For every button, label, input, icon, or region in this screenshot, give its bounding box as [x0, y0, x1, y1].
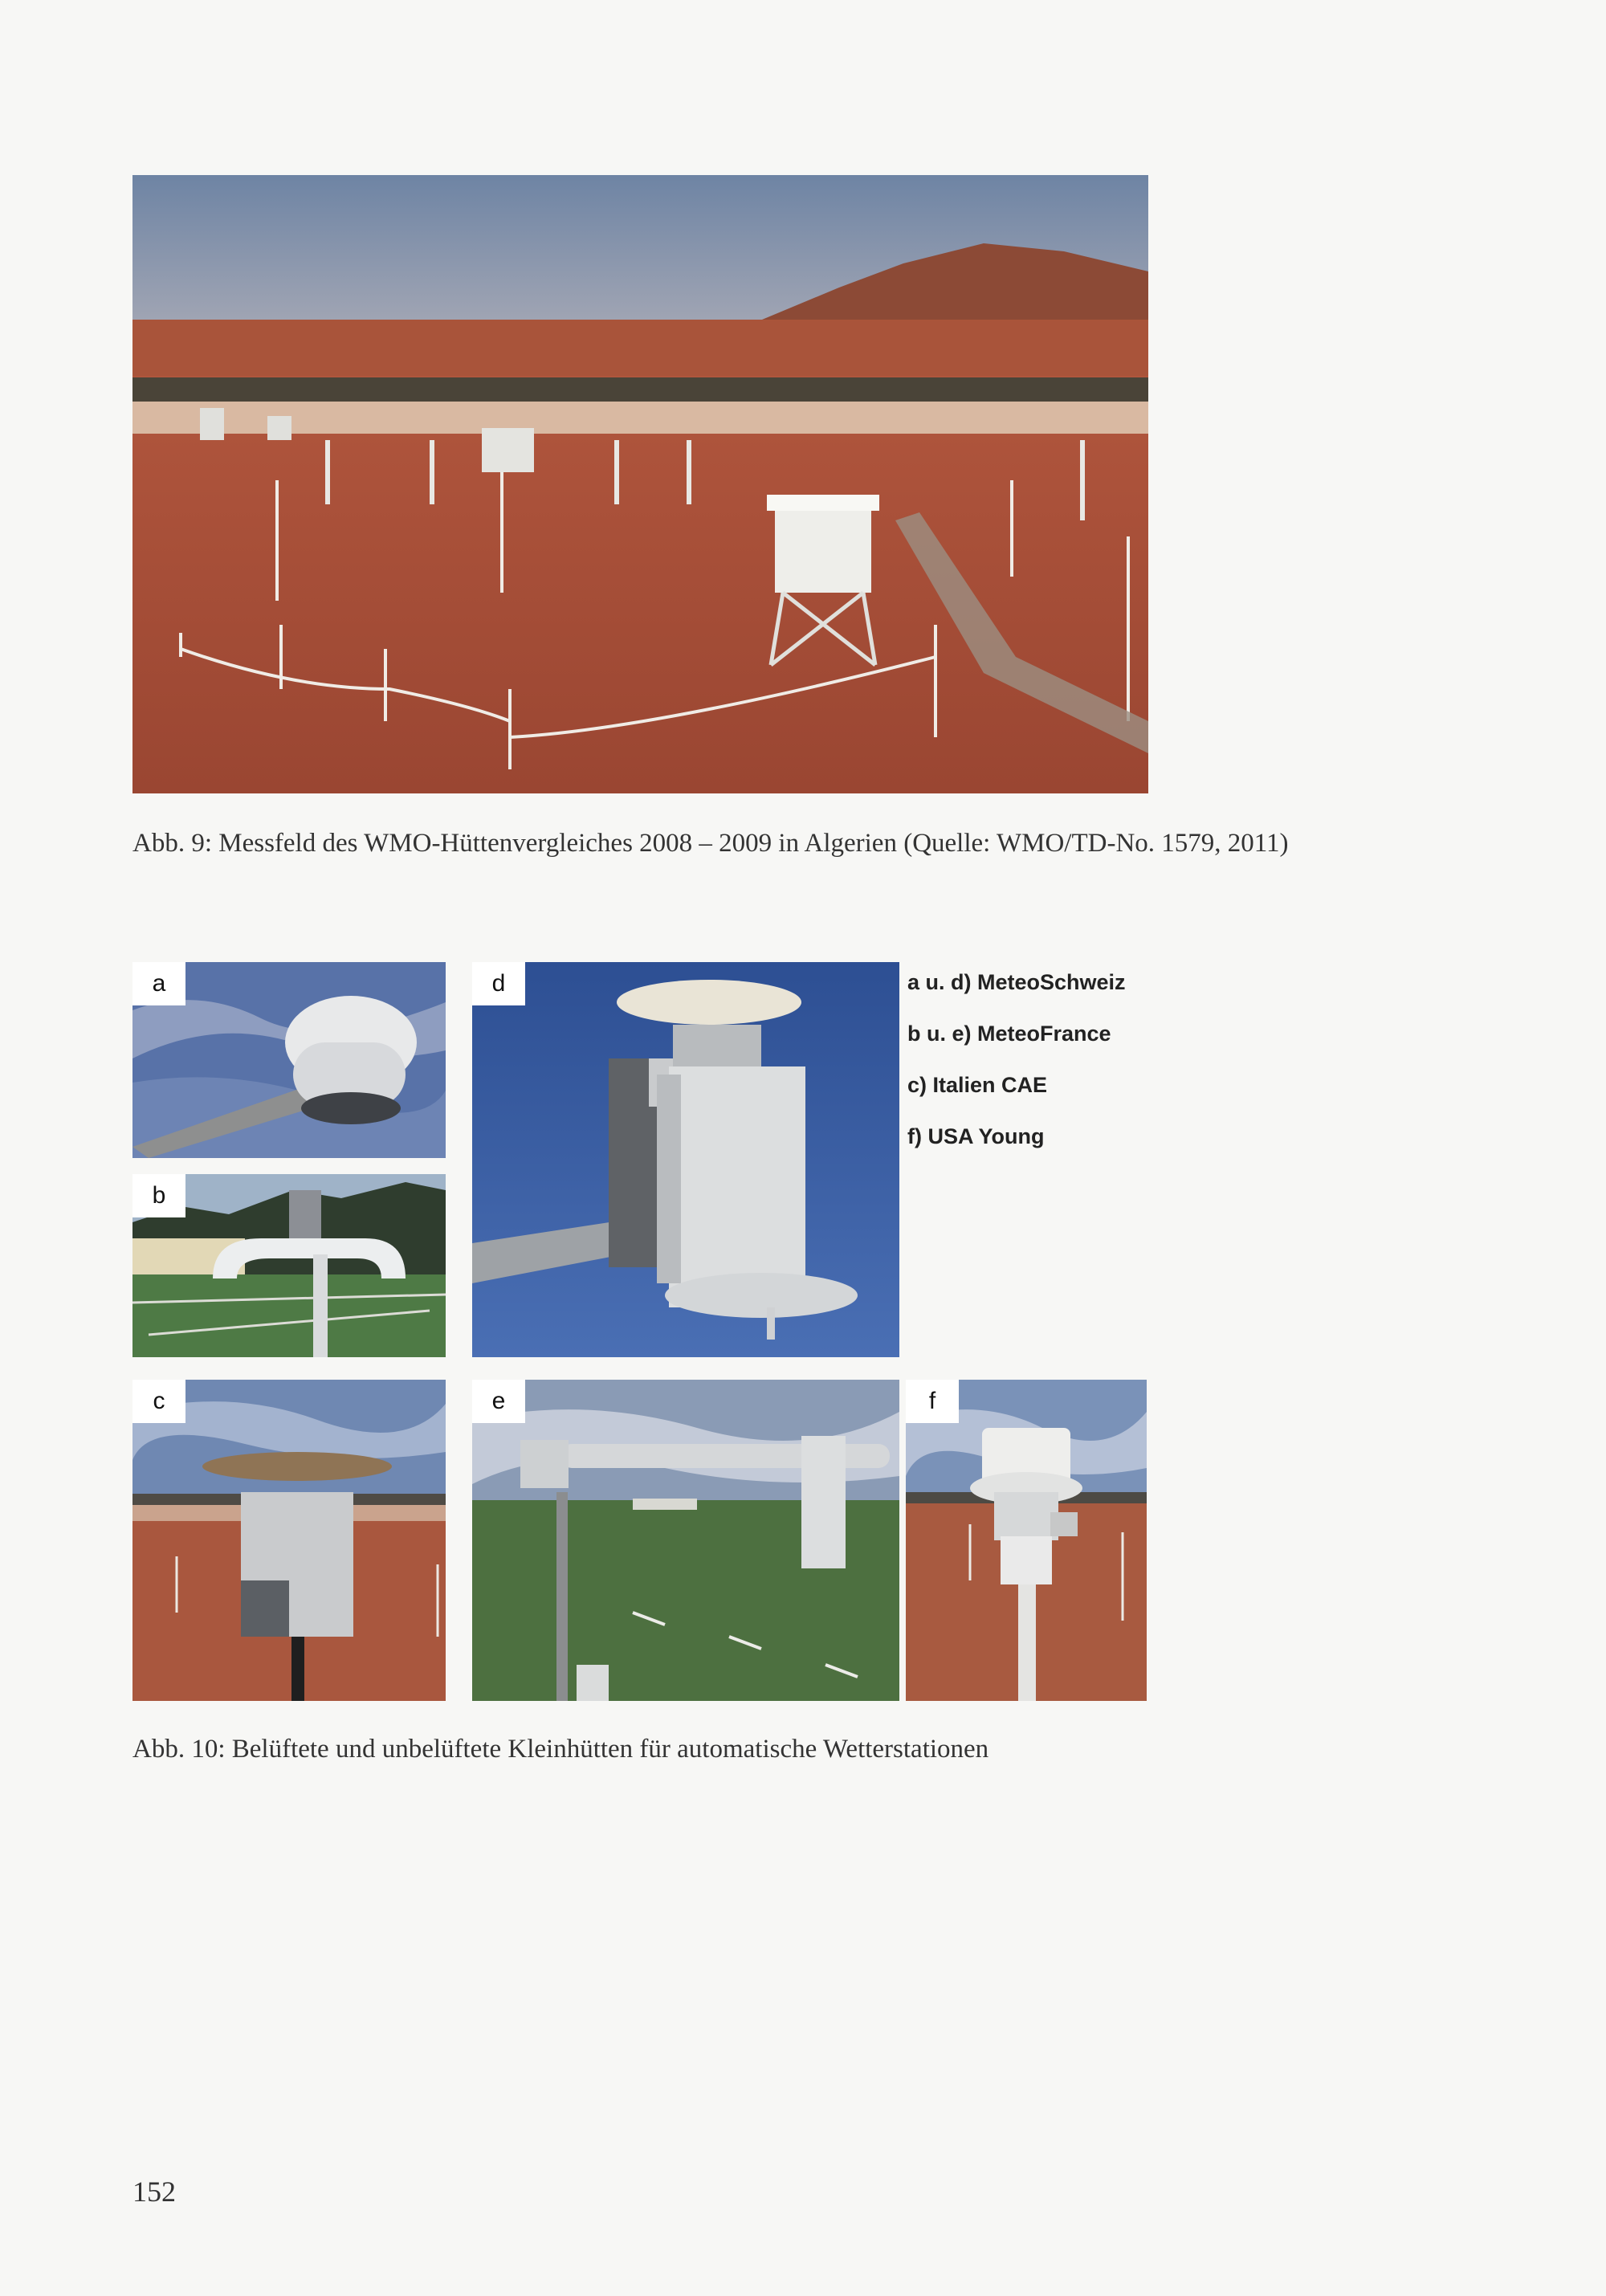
photo-panel-f	[906, 1380, 1147, 1701]
photo-panel-e	[472, 1380, 899, 1701]
legend-item: f) USA Young	[907, 1124, 1045, 1148]
figure10-legend	[907, 970, 1148, 1163]
photo-panel-a	[132, 962, 446, 1158]
photo-panel-c	[132, 1380, 446, 1701]
figure9-photo	[132, 175, 1148, 793]
panel-label-e: e	[472, 1380, 525, 1423]
legend-item: a u. d) MeteoSchweiz	[907, 970, 1126, 994]
panel-label-f: f	[906, 1380, 959, 1423]
page-number: 152	[132, 2176, 176, 2208]
legend-item: b u. e) MeteoFrance	[907, 1022, 1111, 1046]
photo-panel-d	[472, 962, 899, 1357]
legend-item: c) Italien CAE	[907, 1073, 1048, 1097]
panel-label-d: d	[472, 962, 525, 1005]
panel-label-b: b	[132, 1174, 185, 1217]
photo-panel-b	[132, 1174, 446, 1357]
figure9-caption: Abb. 9: Messfeld des WMO-Hüttenvergleiches 2008 – 2009 in Algerien (Quelle: WMO/TD-No. 1579, 2011)	[132, 829, 1289, 858]
figure10-caption: Abb. 10: Belüftete und unbelüftete Kleinhütten für automatische Wetterstationen	[132, 1735, 989, 1764]
panel-label-c: c	[132, 1380, 185, 1423]
panel-label-a: a	[132, 962, 185, 1005]
